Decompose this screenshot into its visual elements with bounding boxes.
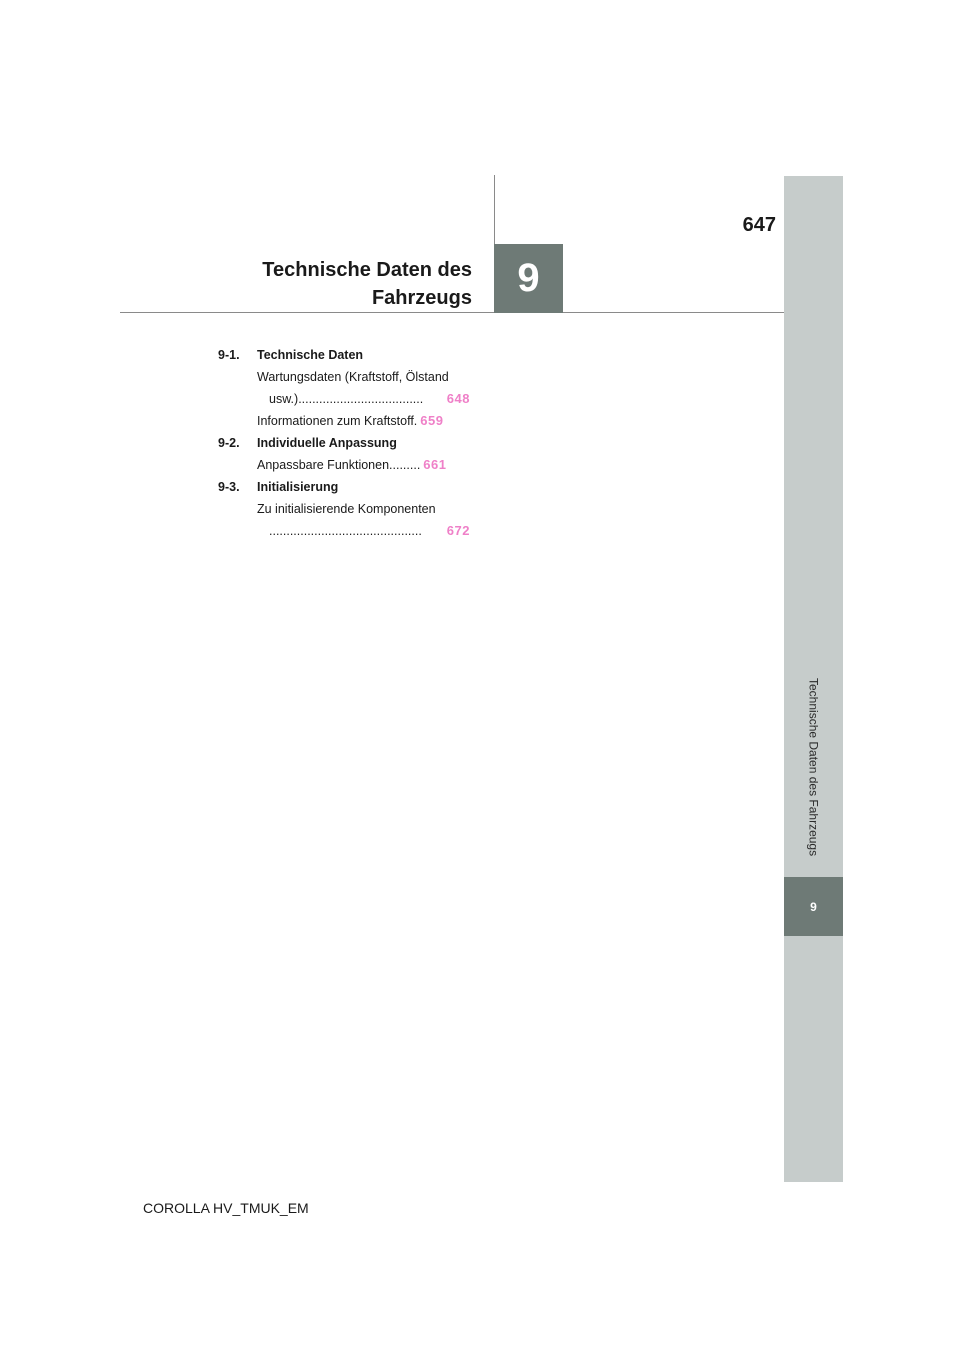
toc-entry-anpassbare-funktionen[interactable] xyxy=(257,454,470,476)
toc-section-9-3 xyxy=(218,476,470,498)
page-link[interactable]: 672 xyxy=(446,523,470,538)
chapter-number-box: 9 xyxy=(494,244,563,313)
dot-leader: ......... xyxy=(389,458,421,472)
section-title: Initialisierung xyxy=(257,480,339,494)
side-tab-label: Technische Daten des Fahrzeugs xyxy=(806,678,821,857)
section-title: Individuelle Anpassung xyxy=(257,436,397,450)
footer-model-code: COROLLA HV_TMUK_EM xyxy=(143,1200,309,1216)
chapter-title-line1: Technische Daten des xyxy=(262,259,472,281)
page-number: 647 xyxy=(742,214,776,236)
dot-leader: . xyxy=(413,414,418,428)
entry-text-cont: usw.) xyxy=(269,392,299,406)
dot-leader: ............................................ xyxy=(269,524,422,538)
toc-entry-wartungsdaten[interactable] xyxy=(257,366,470,410)
chapter-title-line2: Fahrzeugs xyxy=(371,287,472,309)
table-of-contents xyxy=(218,344,470,542)
section-number: 9-1. xyxy=(218,348,240,362)
toc-entry-komponenten[interactable] xyxy=(257,498,470,542)
entry-text: Anpassbare Funktionen xyxy=(257,458,390,472)
dot-leader: .................................... xyxy=(298,392,424,406)
page-link[interactable]: 659 xyxy=(420,413,444,428)
entry-text: Informationen zum Kraftstoff xyxy=(257,414,414,428)
header-horizontal-rule xyxy=(120,312,784,313)
side-tab-chapter-9[interactable]: 9 xyxy=(784,877,843,936)
header-vertical-rule xyxy=(494,175,495,245)
chapter-title xyxy=(262,256,472,312)
page-link[interactable]: 661 xyxy=(423,457,447,472)
section-number: 9-2. xyxy=(218,436,240,450)
toc-section-9-2 xyxy=(218,432,470,454)
entry-text: Wartungsdaten (Kraftstoff, Ölstand xyxy=(257,370,449,384)
page-link[interactable]: 648 xyxy=(446,391,470,406)
entry-text: Zu initialisierende Komponenten xyxy=(257,502,436,516)
toc-entry-kraftstoff[interactable] xyxy=(257,410,470,432)
section-title: Technische Daten xyxy=(257,348,364,362)
section-number: 9-3. xyxy=(218,480,240,494)
toc-section-9-1 xyxy=(218,344,470,366)
